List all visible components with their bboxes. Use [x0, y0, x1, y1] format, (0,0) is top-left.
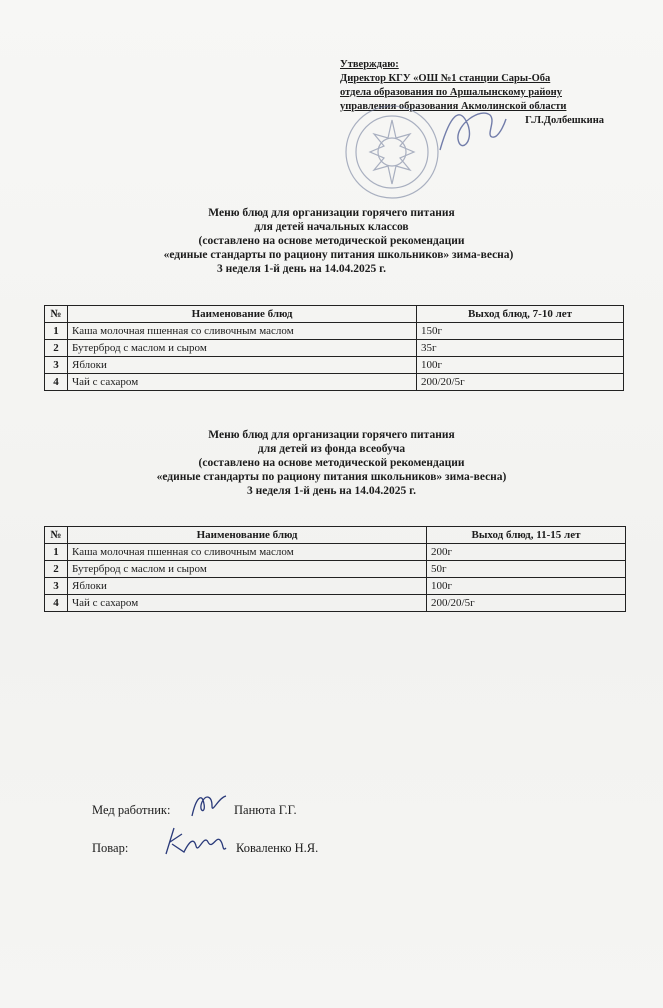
- approval-title: Утверждаю:: [340, 59, 399, 70]
- row-number: 4: [45, 374, 68, 391]
- approval-line-1: Директор КГУ «ОШ №1 станции Сары-Оба: [340, 73, 551, 84]
- column-header-number: №: [45, 306, 68, 323]
- row-output: 200/20/5г: [417, 374, 624, 391]
- menu2-heading-line-1: Меню блюд для организации горячего питания: [208, 429, 455, 441]
- row-output: 100г: [417, 357, 624, 374]
- table-row: [45, 357, 624, 374]
- row-number: 1: [45, 323, 68, 340]
- menu2-heading-line-2: для детей из фонда всеобуча: [257, 443, 406, 455]
- menu2-heading: [0, 428, 663, 498]
- menu2-heading-line-3: (составлено на основе методической рекомендации: [198, 457, 465, 469]
- menu1-heading-line-2: для детей начальных классов: [254, 221, 409, 233]
- table-header-row: [45, 527, 626, 544]
- med-worker-signature-icon: [186, 788, 232, 822]
- approval-signer: Г.Л.Долбешкина: [525, 115, 604, 126]
- row-number: 2: [45, 340, 68, 357]
- row-dish: Яблоки: [68, 578, 427, 595]
- column-header-dish: Наименование блюд: [68, 306, 417, 323]
- footer-med: [92, 802, 492, 822]
- row-output: 150г: [417, 323, 624, 340]
- row-output: 200г: [427, 544, 626, 561]
- row-number: 2: [45, 561, 68, 578]
- med-worker-label: Мед работник:: [92, 803, 171, 817]
- menu1-heading-line-5: 3 неделя 1-й день на 14.04.2025 г.: [217, 263, 386, 275]
- row-number: 1: [45, 544, 68, 561]
- table-row: [45, 595, 626, 612]
- approval-line-3: управления образования Акмолинской области: [340, 101, 567, 112]
- approval-line-2: отдела образования по Аршалынскому району: [340, 87, 562, 98]
- menu1-heading: [0, 206, 663, 276]
- row-number: 3: [45, 357, 68, 374]
- table-row: [45, 323, 624, 340]
- cook-label: Повар:: [92, 841, 129, 855]
- med-worker-name: Панюта Г.Г.: [234, 803, 297, 817]
- director-signature-icon: [430, 95, 510, 165]
- menu1-table: [44, 305, 624, 391]
- row-output: 200/20/5г: [427, 595, 626, 612]
- menu2-table: [44, 526, 626, 612]
- row-dish: Чай с сахаром: [68, 374, 417, 391]
- table-row: [45, 544, 626, 561]
- cook-signature-icon: [160, 820, 230, 860]
- footer-cook: [92, 840, 492, 860]
- column-header-number: №: [45, 527, 68, 544]
- table-header-row: [45, 306, 624, 323]
- menu2-heading-line-4: «единые стандарты по рациону питания школьников» зима-весна): [156, 471, 507, 483]
- row-number: 3: [45, 578, 68, 595]
- column-header-dish: Наименование блюд: [68, 527, 427, 544]
- table-row: [45, 578, 626, 595]
- row-dish: Бутерброд с маслом и сыром: [68, 340, 417, 357]
- menu2-heading-line-5: 3 неделя 1-й день на 14.04.2025 г.: [247, 485, 416, 497]
- column-header-output: Выход блюд, 11-15 лет: [427, 527, 626, 544]
- row-output: 50г: [427, 561, 626, 578]
- table-row: [45, 340, 624, 357]
- column-header-output: Выход блюд, 7-10 лет: [417, 306, 624, 323]
- table-row: [45, 561, 626, 578]
- row-dish: Каша молочная пшенная со сливочным маслом: [68, 544, 427, 561]
- menu1-heading-line-3: (составлено на основе методической рекомендации: [198, 235, 465, 247]
- row-dish: Чай с сахаром: [68, 595, 427, 612]
- row-output: 35г: [417, 340, 624, 357]
- menu1-heading-line-1: Меню блюд для организации горячего питания: [208, 207, 455, 219]
- table-row: [45, 374, 624, 391]
- row-output: 100г: [427, 578, 626, 595]
- row-dish: Яблоки: [68, 357, 417, 374]
- row-dish: Бутерброд с маслом и сыром: [68, 561, 427, 578]
- row-number: 4: [45, 595, 68, 612]
- menu1-heading-line-4: «единые стандарты по рациону питания школьников» зима-весна): [163, 249, 514, 261]
- cook-name: Коваленко Н.Я.: [236, 841, 319, 855]
- row-dish: Каша молочная пшенная со сливочным маслом: [68, 323, 417, 340]
